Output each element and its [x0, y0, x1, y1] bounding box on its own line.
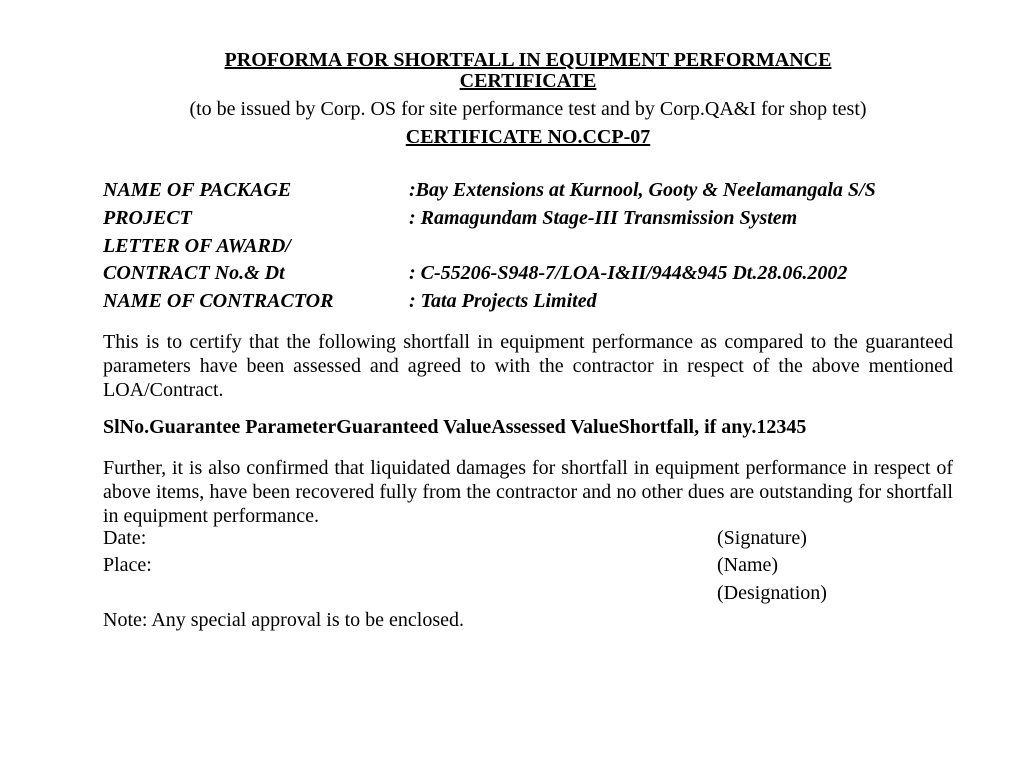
approval-note: Note: Any special approval is to be enclosed. [103, 609, 465, 631]
package-label: NAME OF PACKAGE [103, 179, 292, 201]
contractor-label: NAME OF CONTRACTOR [103, 290, 334, 312]
loa-value: : C-55206-S948-7/LOA-I&II/944&945 Dt.28.06.2002 [409, 262, 848, 284]
designation-row [103, 580, 953, 606]
project-label: PROJECT [103, 207, 192, 229]
place-name-row [103, 552, 953, 578]
loa-label-line-1: LETTER OF AWARD/ [103, 235, 291, 257]
designation-label: (Designation) [717, 582, 827, 604]
package-value: :Bay Extensions at Kurnool, Gooty & Neelamangala S/S [409, 179, 876, 201]
place-label: Place: [103, 554, 152, 576]
loa-label-line-2: CONTRACT No.& Dt [103, 262, 285, 284]
confirmation-paragraph: Further, it is also confirmed that liquidated damages for shortfall in equipment performance in respect of above items, have been recovered fully from the contractor and no other dues are outstanding for shortfall in equipment performance. [103, 457, 953, 527]
title-line-1: PROFORMA FOR SHORTFALL IN EQUIPMENT PERFORMANCE [224, 49, 832, 71]
document-title [100, 50, 956, 92]
certification-paragraph: This is to certify that the following shortfall in equipment performance as compared to the guaranteed parameters have been assessed and agreed to with the contractor in respect of the above mentioned LOA/Contract. [103, 331, 953, 401]
signature-label: (Signature) [717, 527, 807, 549]
name-label: (Name) [717, 554, 779, 576]
date-label: Date: [103, 527, 147, 549]
certificate-number: CERTIFICATE NO.CCP-07 [405, 126, 651, 148]
contractor-value: : Tata Projects Limited [409, 290, 597, 312]
title-line-2: CERTIFICATE [459, 70, 597, 92]
date-signature-row [103, 525, 953, 551]
shortfall-table-text: SlNo.Guarantee ParameterGuaranteed ValueAssessed ValueShortfall, if any.12345 [103, 416, 807, 438]
document-subtitle: (to be issued by Corp. OS for site performance test and by Corp.QA&I for shop test) [189, 98, 867, 120]
project-value: : Ramagundam Stage-III Transmission System [409, 207, 798, 229]
